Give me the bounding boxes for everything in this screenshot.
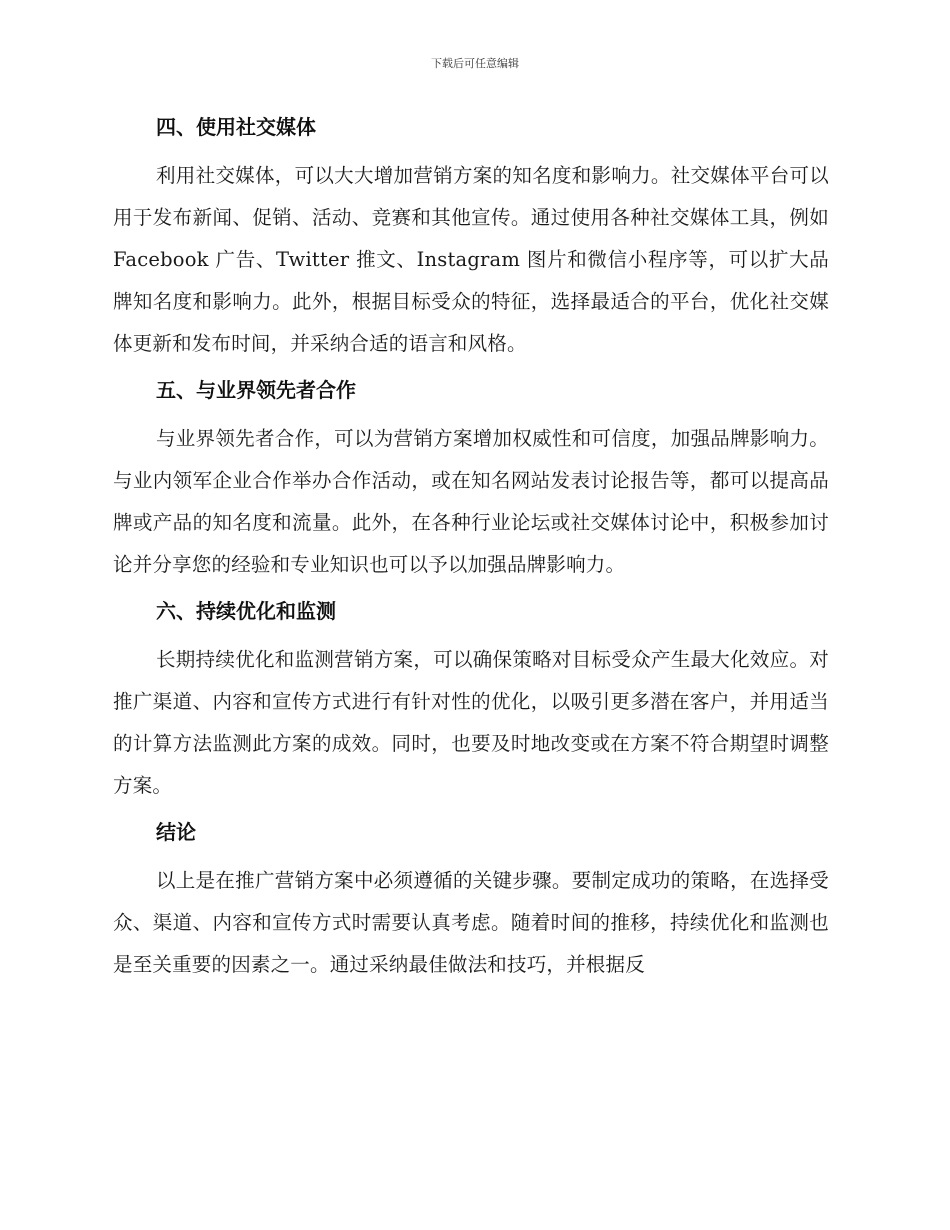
section-paragraph-industry-partners: 与业界领先者合作，可以为营销方案增加权威性和可信度，加强品牌影响力。与业内领军企业合作举办合作活动，或在知名网站发表讨论报告等，都可以提高品牌或产品的知名度和流量。此外，在各种行业论坛或社交媒体讨论中，积极参加讨论并分享您的经验和专业知识也可以予以加强品牌影响力。 bbox=[113, 427, 829, 576]
section-heading-optimize-monitor: 六、持续优化和监测 bbox=[156, 599, 336, 623]
section-heading-social-media: 四、使用社交媒体 bbox=[156, 115, 316, 139]
section-paragraph-optimize-monitor: 长期持续优化和监测营销方案，可以确保策略对目标受众产生最大化效应。对推广渠道、内容和宣传方式进行有针对性的优化，以吸引更多潜在客户，并用适当的计算方法监测此方案的成效。同时，也要及时地改变或在方案不符合期望时调整方案。 bbox=[113, 648, 829, 797]
section-heading-industry-partners: 五、与业界领先者合作 bbox=[156, 378, 356, 402]
page-header-note: 下载后可任意编辑 bbox=[431, 57, 519, 70]
section-paragraph-conclusion: 以上是在推广营销方案中必须遵循的关键步骤。要制定成功的策略，在选择受众、渠道、内容和宣传方式时需要认真考虑。随着时间的推移，持续优化和监测也是至关重要的因素之一。通过采纳最佳做法和技巧，并根据反 bbox=[113, 869, 829, 976]
section-paragraph-social-media: 利用社交媒体，可以大大增加营销方案的知名度和影响力。社交媒体平台可以用于发布新闻、促销、活动、竞赛和其他宣传。通过使用各种社交媒体工具，例如 Facebook 广告、Twitter 推文、Instagram 图片和微信小程序等，可以扩大品牌知名度和影响力。此外，根据目标受众的特征，选择最适合的平台，优化社交媒体更新和发布时间，并采纳合适的语言和风格。 bbox=[113, 164, 829, 355]
section-heading-conclusion: 结论 bbox=[156, 820, 196, 844]
document-body bbox=[113, 112, 829, 996]
